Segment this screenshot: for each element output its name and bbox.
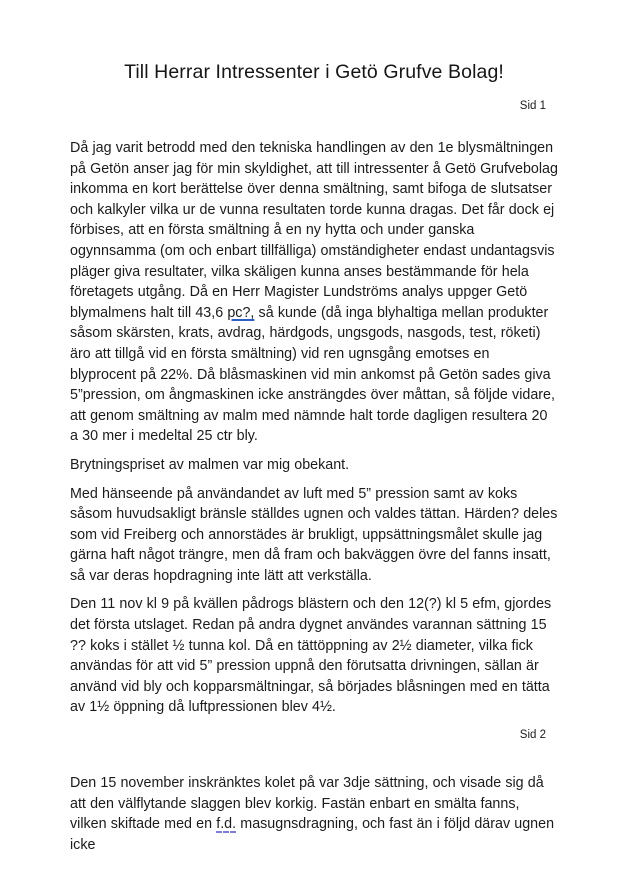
paragraph-3: Med hänseende på användandet av luft med 5” pression samt av koks såsom huvudsakligt bränsle ställdes ugnen och valdes tättan. Härden? deles som vid Freiberg och annorstädes är brukligt, uppsättningsmålet skulle jag gärna haft något trängre, men då fram och bakväggen övre del fanns insatt, så var deras hopdragning inte lätt att verkställa. [70,485,558,584]
page-number-sid2: Sid 2 [519,729,546,742]
document-title: Till Herrar Intressenter i Getö Grufve Bolag! [124,61,504,83]
paragraph-5 [70,773,558,855]
spellcheck-flagged-word: pc?, [227,304,255,321]
paragraph-1 [70,138,558,447]
paragraph-4: Den 11 nov kl 9 på kvällen pådrogs blästern och den 12(?) kl 5 efm, gjordes det första utslaget. Redan på andra dygnet användes varannan sättning 15 ?? koks i stället ½ tunna kol. Då en tättöppning av 2½ diameter, vilka fick användas för att vid 5” pression uppnå den förutsatta drivningen, sällan är använd vid bly och kopparsmältningar, så börjades blåsningen med en tätta av 1½ öppning då luftpressionen blev 4½. [70,596,552,716]
grammar-flagged-word: f.d. [216,816,237,833]
paragraph-5-text: Den 15 november inskränktes kolet på var 3dje sättning, och visade sig då att den välflytande slaggen blev korkig. Fastän enbart en smälta fanns, vilken skiftade med en [70,775,544,833]
paragraph-1-text: Då jag varit betrodd med den tekniska handlingen av den 1e blysmältningen på Getön anser jag för min skyldighet, att till intressenter å Getö Grufvebolag inkomma en kort berättelse över denna smältning, samt bifoga de slutsatser och kalkyler vilka ur de vunna resultaten torde kunna dragas. Det får dock ej förbises, att en första smältning å en ny hytta och under ganska ogynnsamma (om och enbart tillfälliga) omständigheter endast undantagsvis pläger giva resultater, vilka skäligen kunna anses bestämmande för hela företagets utgång. Då en Herr Magister Lundströms analys uppger Getö blymalmens halt till 43,6 [70,140,558,321]
paragraph-1-text-continued: så kunde (då inga blyhaltiga mellan produkter såsom skärsten, krats, avdrag, härdgods, ungsgods, nasgods, test, röketi) äro att tillgå vid en första smältning) vid ren ugnsgång emotses en blyprocent på 22%. Då blåsmaskinen vid min ankomst på Getön sades giva 5”pression, om ångmaskinen icke ansträngdes över måttan, så följde vidare, att genom smältning av malm med nämnde halt torde dagligen resultera 20 a 30 mer i medeltal 25 ctr bly. [70,304,555,445]
page-number-sid1: Sid 1 [519,100,546,112]
paragraph-5-text-continued: masugnsdragning, och fast än i följd därav ugnen icke [70,816,555,853]
paragraph-2: Brytningspriset av malmen var mig obekant. [70,456,350,473]
